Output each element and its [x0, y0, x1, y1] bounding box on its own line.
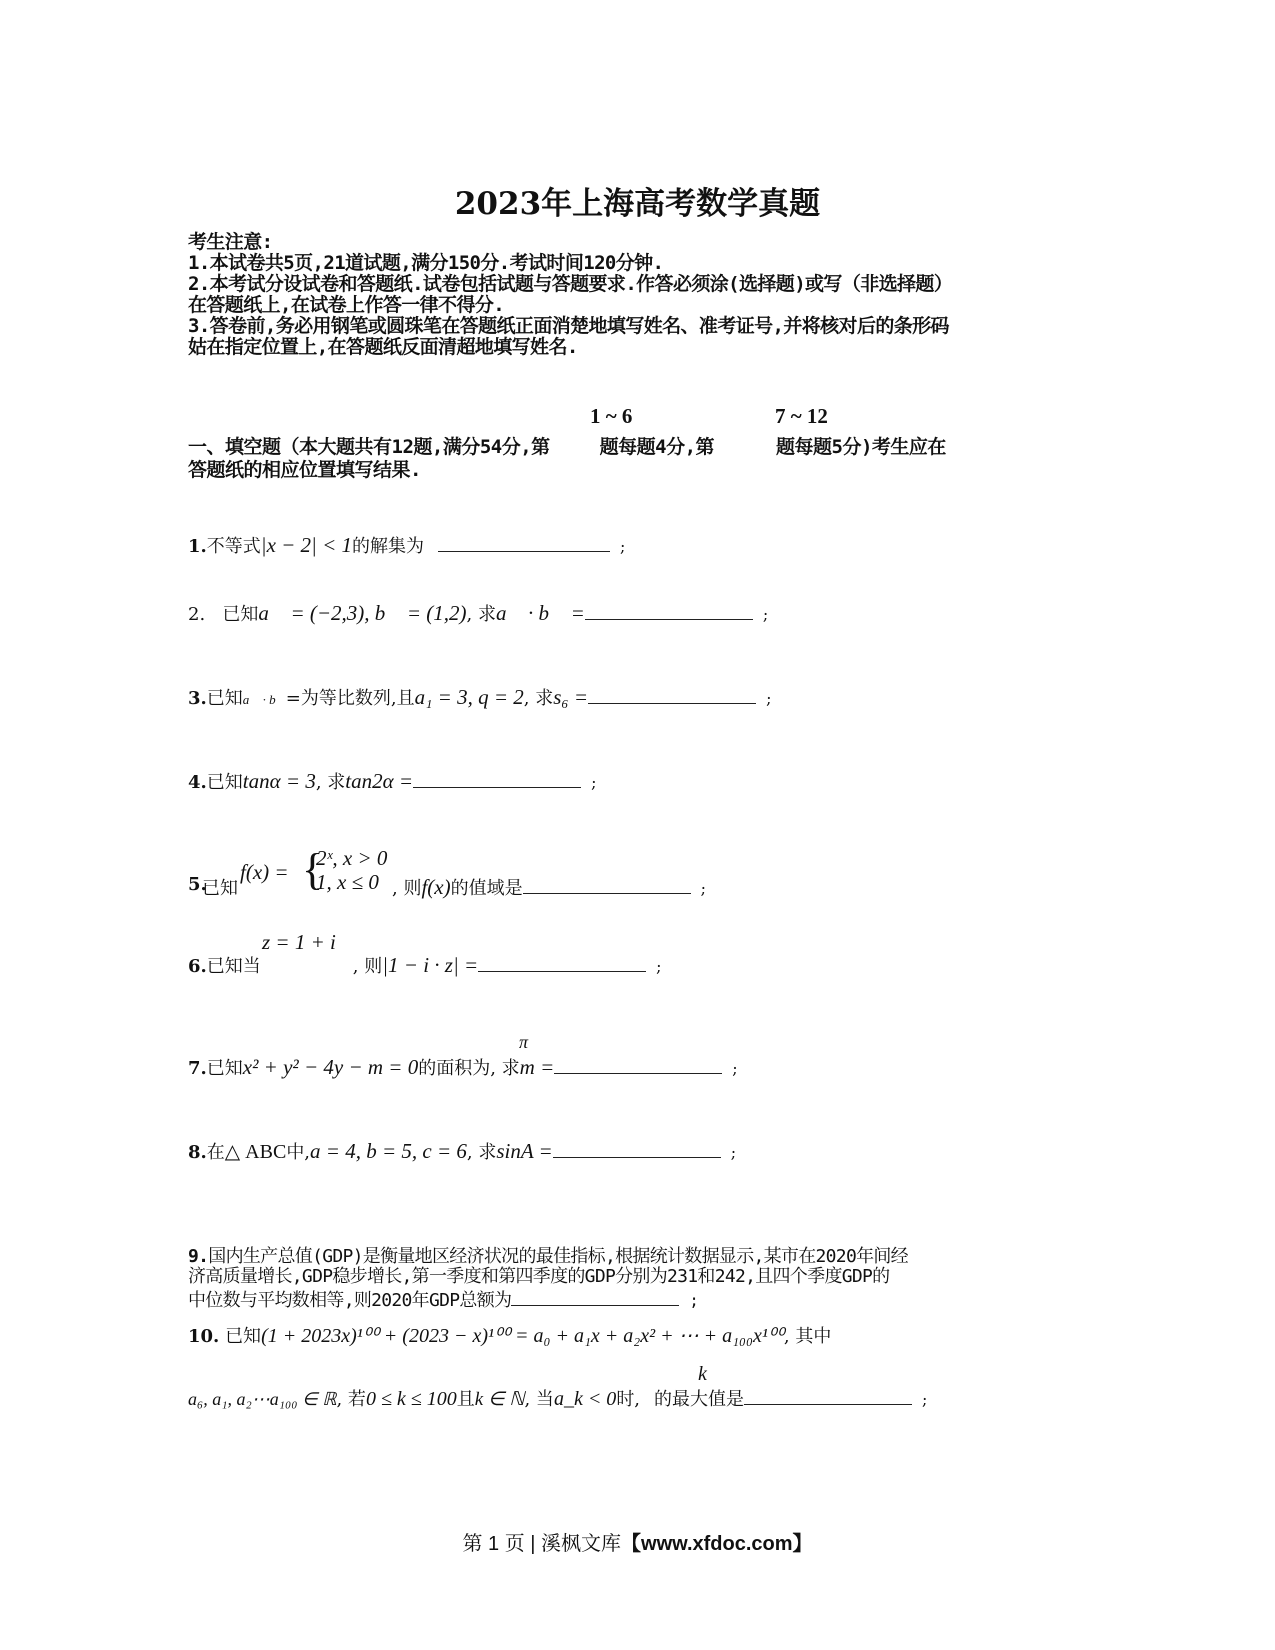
section-heading-part: 一、填空题（本大题共有12题,满分54分,第	[188, 436, 550, 458]
question-text: 中位数与平均数相等,则2020年GDP总额为	[188, 1290, 512, 1311]
question-8	[188, 1138, 736, 1164]
math-expression: f(x) =	[240, 860, 289, 884]
math-expression: a₁ = 3, q = 2	[414, 685, 524, 709]
math-expression: sinA =	[496, 1139, 553, 1163]
math-expression: tanα = 3	[242, 769, 316, 793]
math-expression: k ∈ ℕ	[474, 1389, 525, 1410]
page-footer	[0, 1527, 1275, 1556]
math-expression: x² + y² − 4y − m = 0	[242, 1055, 419, 1079]
question-number: 9.	[188, 1246, 209, 1267]
answer-blank[interactable]	[585, 601, 753, 620]
question-number: 10.	[188, 1326, 220, 1347]
section-heading-part: 题每题5分)考生应在	[776, 436, 946, 458]
question-text: 已知	[225, 1326, 262, 1347]
question-text	[392, 874, 706, 900]
semicolon: ;	[922, 1390, 928, 1409]
math-expression: (1 + 2023x)¹⁰⁰ + (2023 − x)¹⁰⁰ = a₀ + a₁x + a₂x² + ⋯ + a₁₀₀x¹⁰⁰	[261, 1325, 784, 1347]
math-expression: a⃗ = (−2,3), b⃗ = (1,2)	[258, 601, 467, 625]
question-text: 已知	[222, 604, 259, 625]
question-text: 的面积为	[418, 1058, 491, 1079]
answer-blank[interactable]	[478, 953, 646, 972]
math-expression: 0 ≤ k ≤ 100	[365, 1388, 457, 1410]
question-number: 3.	[188, 688, 207, 709]
question-text: 在	[206, 1142, 225, 1163]
answer-blank[interactable]	[511, 1287, 679, 1306]
question-number: 7.	[188, 1058, 207, 1079]
question-number: 4.	[188, 772, 207, 793]
answer-blank[interactable]	[588, 685, 756, 704]
question-number: 1.	[188, 536, 207, 557]
question-text: , 其中	[783, 1326, 832, 1347]
question-text: 不等式	[206, 536, 261, 557]
question-text: , 若	[336, 1389, 366, 1410]
brace-icon: {	[302, 845, 324, 894]
question-3	[188, 684, 772, 710]
math-expression: a₆, a₁, a₂⋯a₁₀₀ ∈ ℝ	[188, 1389, 337, 1409]
notice-line: 姑在指定位置上,在答题纸反面清超地填写姓名.	[188, 336, 578, 358]
question-text: 已知	[206, 688, 243, 709]
question-text: , 求	[490, 1058, 520, 1079]
question-6	[188, 952, 662, 978]
question-2	[188, 600, 768, 626]
answer-blank[interactable]	[553, 1139, 721, 1158]
semicolon: ;	[732, 1059, 738, 1078]
triangle-label: △ ABC	[224, 1141, 287, 1163]
answer-blank[interactable]	[554, 1055, 722, 1074]
answer-blank[interactable]	[523, 875, 691, 894]
semicolon: ;	[689, 1291, 699, 1310]
question-10-line2	[188, 1385, 927, 1411]
answer-blank[interactable]	[438, 533, 610, 552]
math-expression: |x − 2| < 1	[260, 533, 353, 557]
question-text: 已知当	[206, 956, 261, 977]
question-4	[188, 768, 596, 794]
question-text: , 当	[524, 1389, 554, 1410]
semicolon: ;	[656, 957, 662, 976]
semicolon: ;	[620, 537, 626, 556]
math-expression: a⃗ · b⃗	[242, 692, 286, 707]
question-text: , 求	[466, 604, 496, 625]
question-text: 已知	[206, 772, 243, 793]
section-range-1: 1 ~ 6	[590, 404, 633, 428]
math-expression: a = 4, b = 5, c = 6	[310, 1139, 467, 1163]
exam-notice	[188, 232, 952, 358]
notice-line: 在答题纸上,在试卷上作答一律不得分.	[188, 294, 505, 316]
math-expression: a_k < 0	[553, 1388, 617, 1410]
footer-page-label: 第 1 页 | 溪枫文库	[462, 1533, 622, 1555]
page-title: 2023年上海高考数学真题	[454, 186, 821, 222]
question-text: 已知	[202, 878, 238, 899]
notice-line: 3.答卷前,务必用钢笔或圆珠笔在答题纸正面消楚地填写姓名、准考证号,并将核对后的条形码	[188, 315, 949, 337]
question-text: 的最大值是	[654, 1389, 745, 1410]
semicolon: ;	[591, 773, 597, 792]
question-text: , 求	[315, 772, 346, 793]
question-text: =为等比数列,且	[285, 688, 415, 709]
math-expression: a⃗ · b⃗ =	[495, 601, 585, 625]
math-expression: |1 − i · z| =	[382, 953, 479, 977]
question-text: 时,	[616, 1389, 641, 1410]
question-text: 的值域是	[450, 878, 523, 899]
math-expression: f(x)	[421, 875, 451, 899]
question-text: , 求	[466, 1142, 497, 1163]
math-expression: k	[698, 1363, 707, 1385]
question-text: , 则	[352, 956, 383, 977]
semicolon: ;	[700, 879, 706, 898]
question-text: 国内生产总值(GDP)是衡量地区经济状况的最佳指标,根据统计数据显示,某市在2020年间经	[208, 1246, 908, 1267]
question-text: 济高质量增长,GDP稳步增长,第一季度和第四季度的GDP分别为231和242,且四个季度GDP的	[188, 1266, 890, 1287]
math-expression: π	[519, 1032, 529, 1052]
answer-blank[interactable]	[413, 769, 581, 788]
semicolon: ;	[766, 689, 772, 708]
footer-site-link[interactable]: 【www.xfdoc.com】	[621, 1533, 813, 1555]
math-expression: tan2α =	[345, 769, 414, 793]
question-text: 的解集为	[352, 536, 425, 557]
question-5	[188, 846, 888, 906]
question-number: 5.	[188, 874, 207, 895]
section-heading-line2: 答题纸的相应位置填写结果.	[188, 459, 421, 481]
answer-blank[interactable]	[744, 1386, 912, 1405]
question-text: , 则	[392, 878, 422, 899]
section-range-2: 7 ~ 12	[775, 404, 828, 428]
notice-line: 1.本试卷共5页,21道试题,满分150分.考试时间120分钟.	[188, 252, 664, 274]
section-heading-part: 题每题4分,第	[599, 436, 715, 458]
question-number: 6.	[188, 956, 207, 977]
math-expression: m =	[519, 1055, 555, 1079]
math-expression: z = 1 + i	[262, 930, 336, 954]
semicolon: ;	[762, 605, 769, 624]
question-7	[188, 1054, 738, 1080]
math-expression: s₆ =	[553, 685, 589, 709]
math-expression: 2ˣ, x > 0	[316, 846, 388, 870]
notice-line: 2.本考试分设试卷和答题纸.试卷包括试题与答题要求.作答必须涂(选择题)或写（非选择题）	[188, 273, 953, 295]
question-text: 且	[456, 1389, 475, 1410]
question-1	[188, 532, 625, 558]
question-9	[188, 1247, 908, 1311]
question-number: 2.	[188, 604, 206, 625]
semicolon: ;	[730, 1143, 737, 1162]
question-number: 8.	[188, 1142, 207, 1163]
notice-heading: 考生注意:	[188, 231, 273, 253]
question-10	[188, 1322, 831, 1348]
question-text: 已知	[206, 1058, 243, 1079]
question-text: , 求	[523, 688, 554, 709]
question-text: 中,	[286, 1142, 311, 1163]
math-expression: 1, x ≤ 0	[316, 870, 379, 894]
